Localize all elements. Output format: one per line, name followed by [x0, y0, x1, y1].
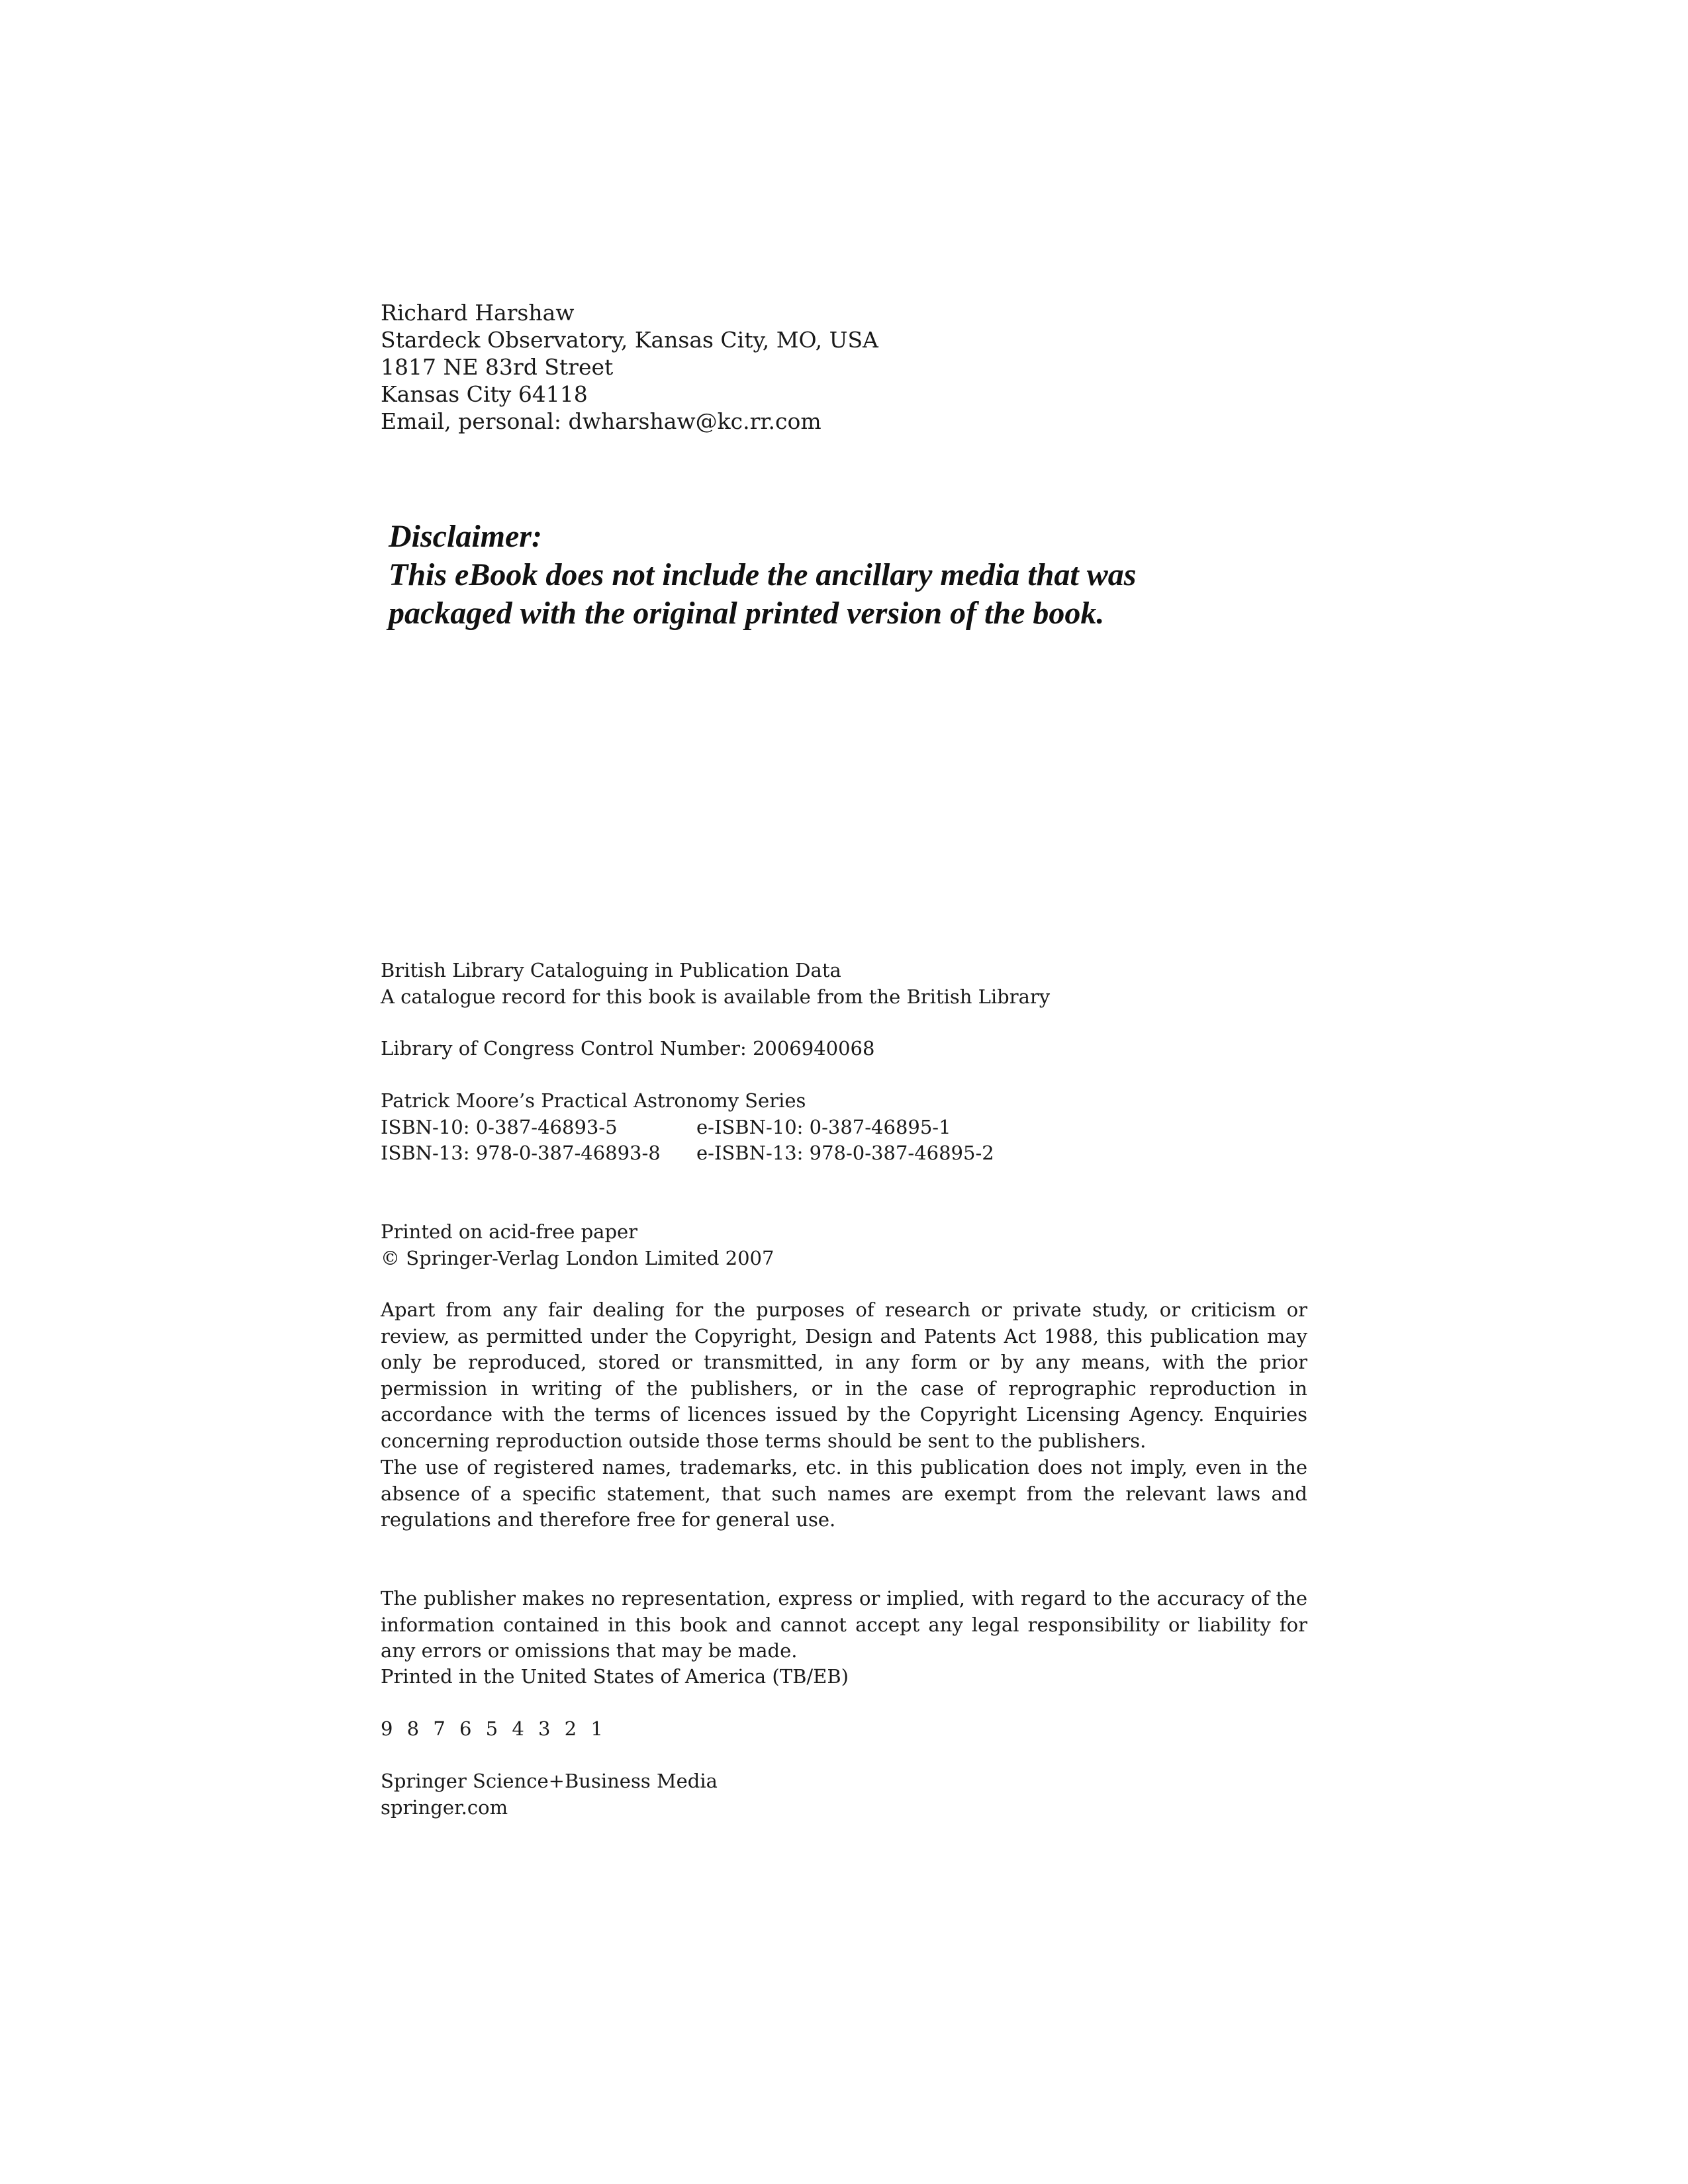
isbn-10-row: [381, 1115, 1307, 1141]
author-affiliation: Stardeck Observatory, Kansas City, MO, USA: [381, 327, 878, 353]
author-street: 1817 NE 83rd Street: [381, 354, 614, 380]
paper-note: Printed on acid-free paper: [381, 1220, 638, 1243]
catalog-line-1: British Library Cataloguing in Publication Data: [381, 959, 841, 981]
publisher-block: [381, 1768, 1307, 1821]
isbn-13: ISBN-13: 978-0-387-46893-8: [381, 1142, 661, 1164]
copyright-line: © Springer-Verlag London Limited 2007: [381, 1246, 774, 1269]
printed-country-line: Printed in the United States of America (TB/EB): [381, 1665, 849, 1688]
author-email: Email, personal: dwharshaw@kc.rr.com: [381, 408, 821, 434]
series-block: [381, 1088, 1307, 1167]
print-numbers-block: [381, 1716, 1307, 1743]
catalog-block: [381, 958, 1307, 1010]
print-numbers: 9 8 7 6 5 4 3 2 1: [381, 1717, 603, 1740]
disclaimer-line-2: packaged with the original printed version of the book.: [389, 596, 1105, 631]
author-name: Richard Harshaw: [381, 300, 575, 326]
isbn-10: ISBN-10: 0-387-46893-5: [381, 1115, 618, 1138]
disclaimer-heading: Disclaimer:: [389, 519, 542, 554]
disclaimer-line-1: This eBook does not include the ancillary media that was: [389, 557, 1137, 592]
catalog-line-2: A catalogue record for this book is available from the British Library: [381, 985, 1051, 1008]
publisher-name: Springer Science+Business Media: [381, 1770, 718, 1792]
series-name: Patrick Moore’s Practical Astronomy Series: [381, 1089, 806, 1112]
eisbn-10: e-ISBN-10: 0-387-46895-1: [696, 1115, 951, 1138]
trademark-paragraph: The use of registered names, trademarks, etc. in this publication does not imply, even in the absence of a specific statement, that such names are exempt from the relevant laws and regulations and therefore free for general use.: [381, 1456, 1307, 1531]
lccn-line: Library of Congress Control Number: 2006940068: [381, 1037, 875, 1060]
eisbn-13: e-ISBN-13: 978-0-387-46895-2: [696, 1142, 994, 1164]
liability-paragraph: The publisher makes no representation, express or implied, with regard to the accuracy of the information contained in this book and cannot accept any legal responsibility or liability for any errors or omissions that may be made.: [381, 1587, 1307, 1662]
isbn-13-row: [381, 1140, 1307, 1167]
lccn-block: [381, 1036, 1307, 1062]
publisher-url: springer.com: [381, 1796, 508, 1819]
author-city: Kansas City 64118: [381, 381, 588, 407]
author-address-block: [381, 299, 1307, 435]
copyright-paragraph: Apart from any fair dealing for the purposes of research or private study, or criticism or review, as permitted under the Copyright, Design and Patents Act 1988, this publication may only be reproduced, stored or transmitted, in any form or by any means, with the prior permission in writing of the publishers, or in the case of reprographic reproduction in accordance with the terms of licences issued by the Copyright Licensing Agency. Enquiries concerning reproduction outside those terms should be sent to the publishers.: [381, 1298, 1307, 1452]
disclaimer-block: [389, 518, 1315, 633]
printing-block: [381, 1219, 1307, 1271]
printed-country: [381, 1664, 1307, 1690]
